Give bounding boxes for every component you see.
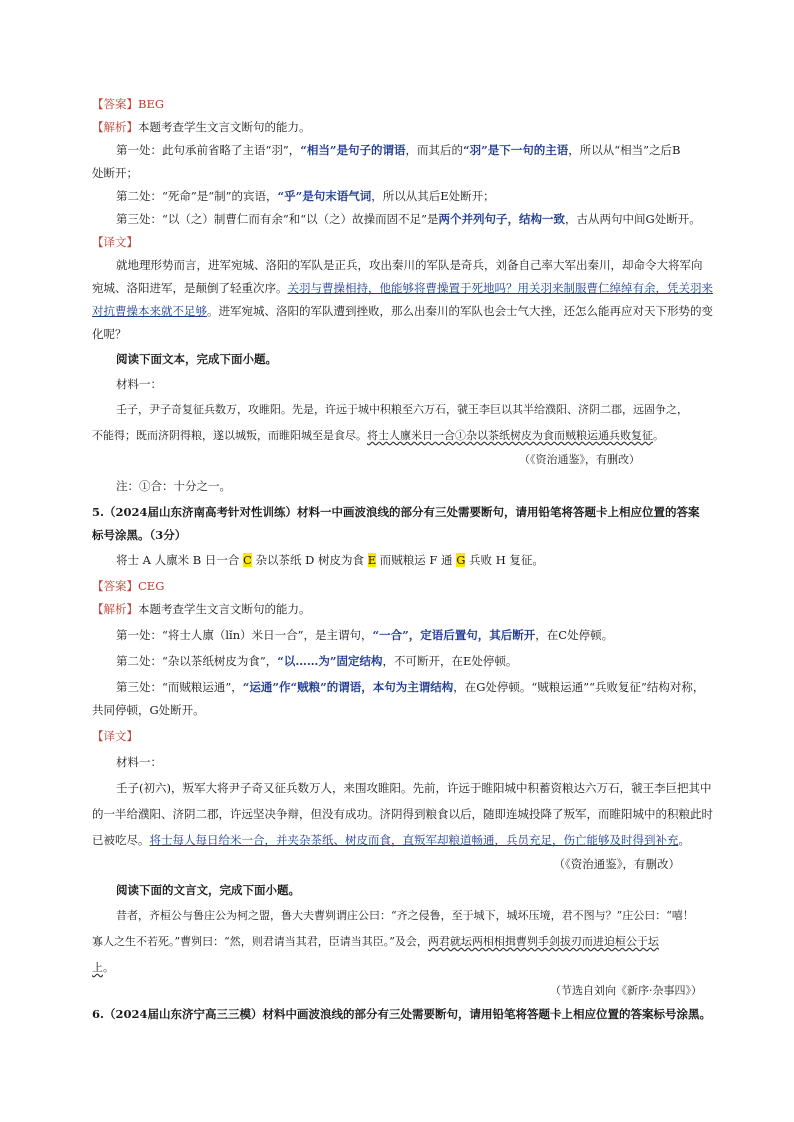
reading-2-source: （节选自刘向《新序·杂事四》）	[550, 984, 702, 997]
analysis-point-2: 第二处：“死命”是“制”的宾语，“乎”是句末语气词，所以从其后E处断开；	[116, 189, 495, 203]
material-line-1: 壬子，尹子奇复征兵数万，攻睢阳。先是，许远于城中积粮至六万石，虢王李巨以其半给濮阳、济阴二郡，远固争之，	[116, 403, 688, 416]
q5-translation-source: （《资治通鉴》，有删改）	[553, 857, 680, 871]
q5-analysis-point-2: 第二处：“杂以茶纸树皮为食”，“以……为”固定结构，不可断开，在E处停顿。	[116, 654, 518, 668]
wavy-underlined-passage-2: 两君就坛两相相揖曹刿手剑拔刃而进迫桓公于坛	[427, 935, 659, 948]
q5-analysis-point-3: 第三处：“而贼粮运通”，“运通”作“贼粮”的谓语，本句为主谓结构，在G处停顿。“贼粮运通”“兵败复征”结构对称，	[116, 680, 705, 694]
translation-line-1: 就地理形势而言，进军宛城、洛阳的军队是正兵，攻出秦川的军队是奇兵，刘备自己率大军出秦川，却命令大将军向	[116, 258, 703, 272]
analysis-line	[92, 119, 732, 135]
q5-translation-line-2: 的一半给濮阳、济阴二郡，许远坚决争辩，但没有成功。济阴得到粮食以后，随即连城投降了叛军，而睢阳城中的积粮此时	[92, 807, 713, 821]
material-note: 注：①合：十分之一。	[116, 479, 231, 493]
reading-2-line-3: 上。	[92, 961, 114, 974]
answer-tag: 【答案】	[92, 97, 138, 111]
wavy-underlined-passage: 将士人廪米日一合①杂以茶纸树皮为食而贼粮运通兵败复征	[367, 429, 653, 442]
reading-2-line-1: 昔者，齐桓公与鲁庄公为柯之盟，鲁大夫曹刿谓庄公曰：“齐之侵鲁，至于城下，城坏压境，君不图与？”庄公曰：“嘻！	[116, 909, 694, 922]
q5-analysis-line: 【解析】本题考查学生文言文断句的能力。	[92, 602, 311, 616]
option-c: C	[243, 553, 252, 567]
question-6-stem: 6.（2024届山东济宁高三三模）材料中画波浪线的部分有三处需要断句，请用铅笔将答题卡上相应位置的答案标号涂黑。	[92, 1007, 712, 1021]
material-label: 材料一：	[116, 377, 162, 391]
material-line-2: 不能得；既而济阴得粮，遂以城叛，而睢阳城至是食尽。将士人廪米日一合①杂以茶纸树皮为食而贼粮运通兵败复征。	[92, 429, 664, 442]
analysis-point-1: 第一处：此句承前省略了主语“羽”，“相当”是句子的谓语，而其后的“羽”是下一句的主语，所以从“相当”之后B	[116, 143, 681, 157]
reading-instruction: 阅读下面文本，完成下面小题。	[116, 352, 277, 366]
q5-analysis-point-1: 第一处：“将士人廪（lǐn）米日一合”，是主谓句，“一合”，定语后置句，其后断开，在C处停顿。	[116, 628, 614, 642]
q5-answer-line: 【答案】CEG	[92, 579, 165, 593]
analysis-tag: 【解析】	[92, 120, 138, 134]
material-source: （《资治通鉴》，有删改）	[519, 453, 640, 466]
analysis-text: 本题考查学生文言文断句的能力。	[138, 120, 311, 134]
answer-value: BEG	[138, 97, 165, 111]
q5-translation-material-label: 材料一：	[116, 755, 162, 769]
translation-line-2: 宛城、洛阳进军，是颠倒了轻重次序。关羽与曹操相持，他能够将曹操置于死地吗？用关羽来制服曹仁绰绰有余，凭关羽来	[92, 281, 713, 295]
translation-tag: 【译文】	[92, 235, 138, 249]
translation-line-4: 化呢？	[92, 327, 127, 341]
question-5-sentence: 将士 A 人廪米 B 日一合 C 杂以茶纸 D 树皮为食 E 而贼粮运 F 通 G 兵败 H 复征。	[116, 553, 544, 567]
q5-translation-line-1: 壬子(初六)，叛军大将尹子奇又征兵数万人，来围攻睢阳。先前，许远于睢阳城中积蓄资粮达六万石，虢王李巨把其中	[116, 781, 712, 795]
reading-2-line-2: 寡人之生不若死。”曹刿曰：“然，则君请当其君，臣请当其臣。”及会，两君就坛两相相揖曹刿手剑拔刃而进迫桓公于坛	[92, 935, 659, 948]
question-5-stem-cont: 标号涂黑。（3分）	[92, 528, 187, 542]
q5-analysis-point-3-cont: 共同停顿，G处断开。	[92, 703, 205, 717]
q5-translation-tag: 【译文】	[92, 729, 138, 743]
q5-translation-line-3: 已被吃尽。将士每人每日给米一合，并夹杂茶纸、树皮而食，直叛军却粮道畅通，兵员充足，伤亡能够及时得到补充。	[92, 833, 690, 847]
option-g: G	[456, 553, 466, 567]
answer-line	[92, 96, 732, 112]
analysis-point-3: 第三处：“以（之）制曹仁而有余”和“以（之）故操而固不足”是两个并列句子，结构一致，古从两句中间G处断开。	[116, 212, 701, 226]
translation-line-3: 对抗曹操本来就不足够。进军宛城、洛阳的军队遭到挫败，那么出秦川的军队也会士气大挫，还怎么能再应对天下形势的变	[92, 304, 713, 318]
q5-answer-value: CEG	[138, 579, 165, 593]
analysis-point-1-cont: 处断开；	[92, 166, 138, 180]
reading-2-instruction: 阅读下面的文言文，完成下面小题。	[116, 883, 300, 897]
question-5-stem: 5.（2024届山东济南高考针对性训练）材料一中画波浪线的部分有三处需要断句，请用铅笔将答题卡上相应位置的答案	[92, 505, 700, 519]
option-e: E	[367, 553, 377, 567]
